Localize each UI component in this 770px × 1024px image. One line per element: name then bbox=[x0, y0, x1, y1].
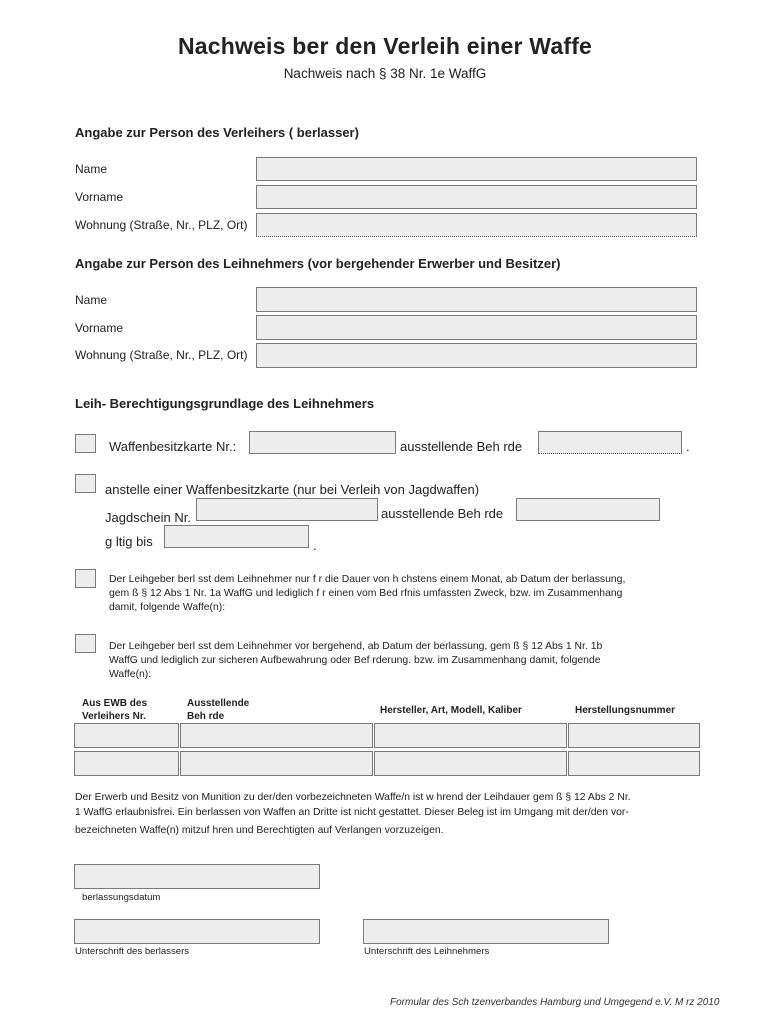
table-row2-hersteller-field[interactable] bbox=[374, 751, 567, 776]
option2-line1: Der Leihgeber berl sst dem Leihnehmer vor bergehend, ab Datum der berlassung, gem ß § 12 Abs 1 Nr. 1b bbox=[109, 641, 603, 652]
note-line3: bezeichneten Waffe(n) mitzuf hren und Berechtigten auf Verlangen vorzuzeigen. bbox=[75, 825, 444, 836]
note-line2: 1 WaffG erlaubnisfrei. Ein berlassen von Waffen an Dritte ist nicht gestattet. Dieser Beleg ist im Umgang mit der/den vor- bbox=[75, 807, 629, 818]
wbk-behoerde-field[interactable] bbox=[538, 431, 682, 454]
verleiher-name-label: Name bbox=[75, 162, 108, 176]
option2-text bbox=[109, 640, 602, 682]
gueltig-period: . bbox=[313, 538, 317, 553]
wbk-behoerde-label: ausstellende Beh rde bbox=[400, 439, 523, 454]
table-row1-nummer-field[interactable] bbox=[568, 723, 700, 748]
jagdschein-checkbox[interactable] bbox=[75, 474, 96, 493]
unterschrift-leihnehmer-label: Unterschrift des Leihnehmers bbox=[364, 946, 490, 957]
leihnehmer-name-field[interactable] bbox=[256, 287, 697, 312]
verleiher-wohnung-field[interactable] bbox=[256, 213, 697, 237]
section-heading-berechtigung: Leih- Berechtigungsgrundlage des Leihnehmers bbox=[75, 396, 375, 411]
page-subtitle: Nachweis nach § 38 Nr. 1e WaffG bbox=[283, 66, 487, 81]
leihnehmer-wohnung-label: Wohnung (Straße, Nr., PLZ, Ort) bbox=[75, 348, 248, 362]
unterschrift-ueberlasser-label: Unterschrift des berlassers bbox=[75, 946, 190, 957]
unterschrift-ueberlasser-field[interactable] bbox=[74, 919, 320, 944]
section-heading-leihnehmer: Angabe zur Person des Leihnehmers (vor bergehender Erwerber und Besitzer) bbox=[75, 256, 561, 271]
verleiher-name-field[interactable] bbox=[256, 157, 697, 181]
option1-text bbox=[109, 573, 625, 615]
table-header-hersteller: Hersteller, Art, Modell, Kaliber bbox=[380, 705, 522, 716]
jagd-intro-text: anstelle einer Waffenbesitzkarte (nur bei Verleih von Jagdwaffen) bbox=[105, 482, 480, 497]
verleiher-vorname-label: Vorname bbox=[75, 190, 124, 204]
table-row2-nummer-field[interactable] bbox=[568, 751, 700, 776]
wbk-number-field[interactable] bbox=[249, 431, 396, 454]
option1-checkbox[interactable] bbox=[75, 569, 96, 588]
jagdschein-number-field[interactable] bbox=[196, 498, 378, 521]
table-header-herstellungsnummer: Herstellungsnummer bbox=[575, 705, 676, 716]
option1-line1: Der Leihgeber berl sst dem Leihnehmer nur f r die Dauer von h chstens einem Monat, ab Datum der berlassung, bbox=[109, 574, 626, 585]
note-paragraph bbox=[75, 790, 631, 838]
leihnehmer-name-label: Name bbox=[75, 293, 108, 307]
leihnehmer-wohnung-field[interactable] bbox=[256, 343, 697, 368]
wbk-period: . bbox=[686, 439, 690, 454]
gueltig-field[interactable] bbox=[164, 525, 309, 548]
option2-line3: Waffe(n): bbox=[109, 669, 152, 680]
table-row2-behoerde-field[interactable] bbox=[180, 751, 373, 776]
ueberlassungsdatum-label: berlassungsdatum bbox=[82, 892, 161, 903]
note-line1: Der Erwerb und Besitz von Munition zu der/den vorbezeichneten Waffe/n ist w hrend der Leihdauer gem ß § 12 Abs 2 Nr. bbox=[75, 792, 631, 803]
option2-checkbox[interactable] bbox=[75, 634, 96, 653]
ueberlassungsdatum-field[interactable] bbox=[74, 864, 320, 889]
option2-line2: WaffG und lediglich zur sicheren Aufbewahrung oder Bef rderung. bzw. im Zusammenhang damit, folgende bbox=[109, 655, 601, 666]
leihnehmer-vorname-label: Vorname bbox=[75, 321, 124, 335]
option1-line3: damit, folgende Waffe(n): bbox=[109, 602, 226, 613]
jagd-behoerde-label: ausstellende Beh rde bbox=[381, 506, 504, 521]
table-row1-ewb-field[interactable] bbox=[74, 723, 179, 748]
table-header-behoerde-line2: Beh rde bbox=[187, 711, 225, 722]
table-row1-hersteller-field[interactable] bbox=[374, 723, 567, 748]
wbk-checkbox[interactable] bbox=[75, 434, 96, 453]
table-header-behoerde bbox=[187, 697, 249, 723]
wbk-label: Waffenbesitzkarte Nr.: bbox=[109, 439, 237, 454]
gueltig-label: g ltig bis bbox=[105, 534, 153, 549]
table-header-ewb-line1: Aus EWB des bbox=[82, 698, 148, 709]
footer-text: Formular des Sch tzenverbandes Hamburg und Umgegend e.V. M rz 2010 bbox=[390, 997, 720, 1008]
table-row1-behoerde-field[interactable] bbox=[180, 723, 373, 748]
section-heading-verleiher: Angabe zur Person des Verleihers ( berlasser) bbox=[75, 125, 359, 140]
verleiher-wohnung-label: Wohnung (Straße, Nr., PLZ, Ort) bbox=[75, 218, 248, 232]
option1-line2: gem ß § 12 Abs 1 Nr. 1a WaffG und lediglich f r einen vom Bed rfnis umfassten Zweck, bzw. im Zusammenhang bbox=[109, 588, 623, 599]
table-header-ewb-line2: Verleihers Nr. bbox=[82, 711, 146, 722]
page-title: Nachweis ber den Verleih einer Waffe bbox=[177, 33, 593, 59]
unterschrift-leihnehmer-field[interactable] bbox=[363, 919, 609, 944]
jagdschein-label: Jagdschein Nr. bbox=[105, 510, 191, 525]
table-header-ewb bbox=[82, 697, 147, 723]
jagd-behoerde-field[interactable] bbox=[516, 498, 660, 521]
leihnehmer-vorname-field[interactable] bbox=[256, 315, 697, 340]
table-header-behoerde-line1: Ausstellende bbox=[187, 698, 250, 709]
verleiher-vorname-field[interactable] bbox=[256, 185, 697, 209]
table-row2-ewb-field[interactable] bbox=[74, 751, 179, 776]
